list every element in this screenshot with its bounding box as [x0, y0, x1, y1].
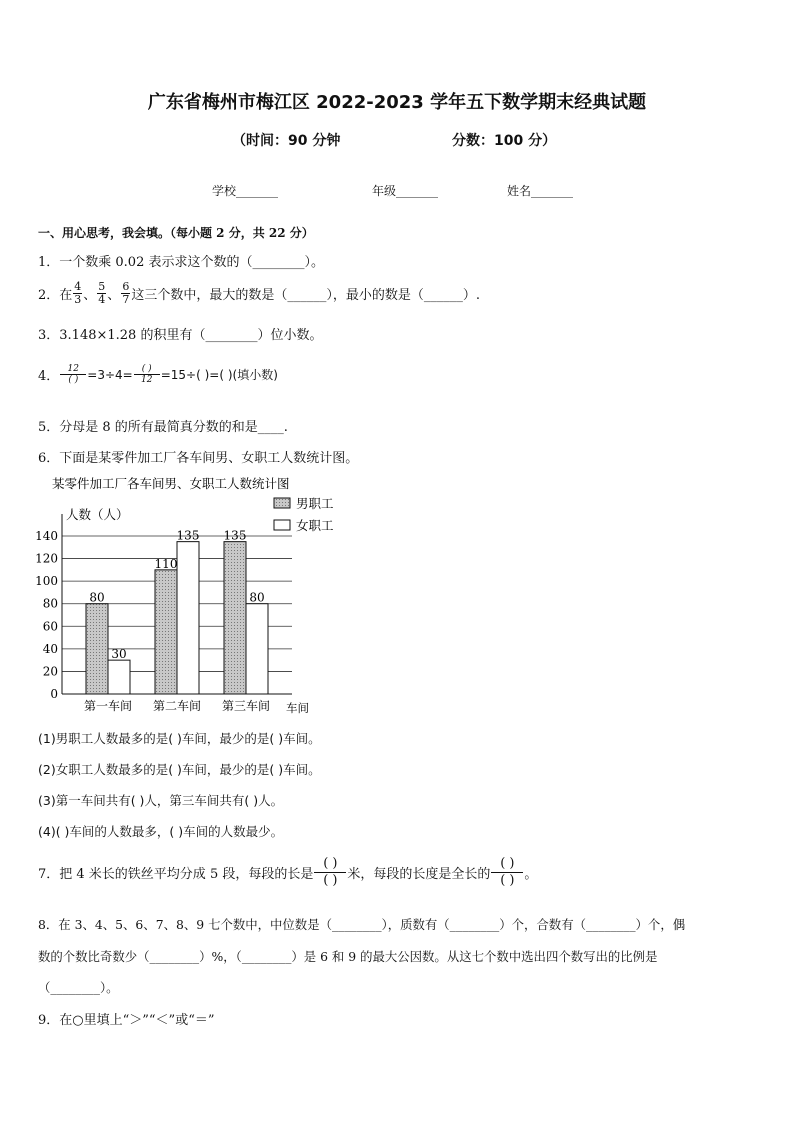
y-tick-label: 60: [42, 619, 58, 634]
data-label: 80: [89, 590, 105, 605]
y-tick-label: 40: [42, 641, 58, 656]
q4-suffix: =15÷( )=( )(填小数): [160, 368, 278, 382]
q2-sep: 、: [107, 288, 121, 303]
fraction-blank-12: $\frac{( )}{12}$: [134, 364, 160, 385]
legend-swatch: [274, 520, 290, 530]
y-tick-label: 140: [35, 529, 58, 543]
fraction-12-blank: $\frac{12}{( )}$: [60, 364, 86, 385]
q2-suffix: 这三个数中，最大的数是（______），最小的数是（______）.: [131, 288, 480, 303]
x-category-label: 第二车间: [152, 699, 202, 713]
question-9: 9．在○里填上“＞”“＜”或“＝”: [38, 1013, 215, 1028]
y-tick-label: 80: [42, 596, 58, 611]
q7-answer-fraction-2[interactable]: $\frac{( )}{( )}$: [491, 856, 523, 889]
section-heading: 一、用心思考，我会填。（每小题 2 分，共 22 分）: [38, 226, 314, 240]
fraction-6-7: $\frac{6}{7}$: [122, 280, 130, 306]
bar-female: [246, 604, 268, 694]
data-label: 110: [154, 556, 178, 571]
bar-male: [86, 604, 108, 694]
question-8-line-3: （________）。: [38, 980, 119, 995]
data-label: 135: [223, 528, 247, 543]
bar-male: [155, 570, 177, 694]
question-1: 1．一个数乘 0.02 表示求这个数的（________）。: [38, 255, 324, 270]
question-3: 3．3.148×1.28 的积里有（________）位小数。: [38, 328, 323, 343]
question-8-line-1: 8．在 3、4、5、6、7、8、9 七个数中，中位数是（________），质数有（________）个，合数有（________）个，偶: [38, 917, 686, 932]
question-8-line-2: 数的个数比奇数少（________）%，（________）是 6 和 9 的最大公因数。从这七个数中选出四个数写出的比例是: [38, 949, 658, 964]
school-field[interactable]: 学校_______: [212, 184, 279, 198]
q4-prefix: 4．: [38, 369, 60, 384]
legend-label: 男职工: [296, 496, 334, 511]
chart-x-label: 车间: [286, 701, 309, 715]
question-6-2: (2)女职工人数最多的是( )车间，最少的是( )车间。: [38, 762, 321, 777]
question-6-1: (1)男职工人数最多的是( )车间，最少的是( )车间。: [38, 731, 321, 746]
question-5: 5．分母是 8 的所有最简真分数的和是____.: [38, 420, 288, 435]
chart-legend: [274, 496, 334, 533]
question-6: 6．下面是某零件加工厂各车间男、女职工人数统计图。: [38, 451, 359, 466]
question-7: [38, 856, 537, 889]
chart-bars: [86, 529, 268, 694]
bar-chart: [30, 472, 360, 722]
y-tick-label: 120: [35, 551, 58, 566]
q7-suffix: 。: [524, 867, 538, 882]
data-label: 30: [111, 647, 127, 662]
q7-prefix: 7．把 4 米长的铁丝平均分成 5 段，每段的长是: [38, 867, 314, 882]
legend-label: 女职工: [296, 518, 334, 533]
question-4: [38, 364, 278, 385]
chart-y-label: 人数（人）: [66, 507, 129, 522]
fraction-5-4: $\frac{5}{4}$: [98, 280, 106, 306]
q7-answer-fraction-1[interactable]: $\frac{( )}{( )}$: [314, 856, 346, 889]
y-tick-label: 20: [42, 664, 58, 679]
bar-male: [224, 542, 246, 694]
x-category-label: 第三车间: [221, 699, 271, 713]
fraction-4-3: $\frac{4}{3}$: [74, 280, 82, 306]
q4-middle: =3÷4=: [87, 367, 133, 382]
bar-female: [177, 542, 199, 694]
question-6-4: (4)( )车间的人数最多，( )车间的人数最少。: [38, 824, 284, 839]
chart-x-categories: [84, 698, 270, 713]
chart-title: 某零件加工厂各车间男、女职工人数统计图: [52, 476, 290, 491]
name-field[interactable]: 姓名_______: [507, 184, 574, 198]
question-2: [38, 281, 480, 306]
y-tick-label: 0: [50, 687, 58, 701]
legend-swatch: [274, 498, 290, 508]
grade-field[interactable]: 年级_______: [372, 184, 439, 198]
chart-y-ticks: [35, 529, 58, 701]
x-category-label: 第一车间: [83, 699, 133, 713]
y-tick-label: 100: [35, 574, 58, 589]
exam-score: 分数：100 分）: [452, 133, 557, 149]
data-label: 135: [176, 528, 200, 543]
page-title: 广东省梅州市梅江区 2022-2023 学年五下数学期末经典试题: [147, 92, 647, 113]
exam-time: （时间：90 分钟: [232, 133, 341, 149]
bar-female: [108, 660, 130, 694]
q2-sep: 、: [83, 288, 97, 303]
q2-prefix: 2．在: [38, 288, 73, 303]
q7-middle: 米，每段的长度是全长的: [347, 867, 491, 882]
question-6-3: (3)第一车间共有( )人，第三车间共有( )人。: [38, 793, 284, 808]
data-label: 80: [249, 590, 265, 605]
